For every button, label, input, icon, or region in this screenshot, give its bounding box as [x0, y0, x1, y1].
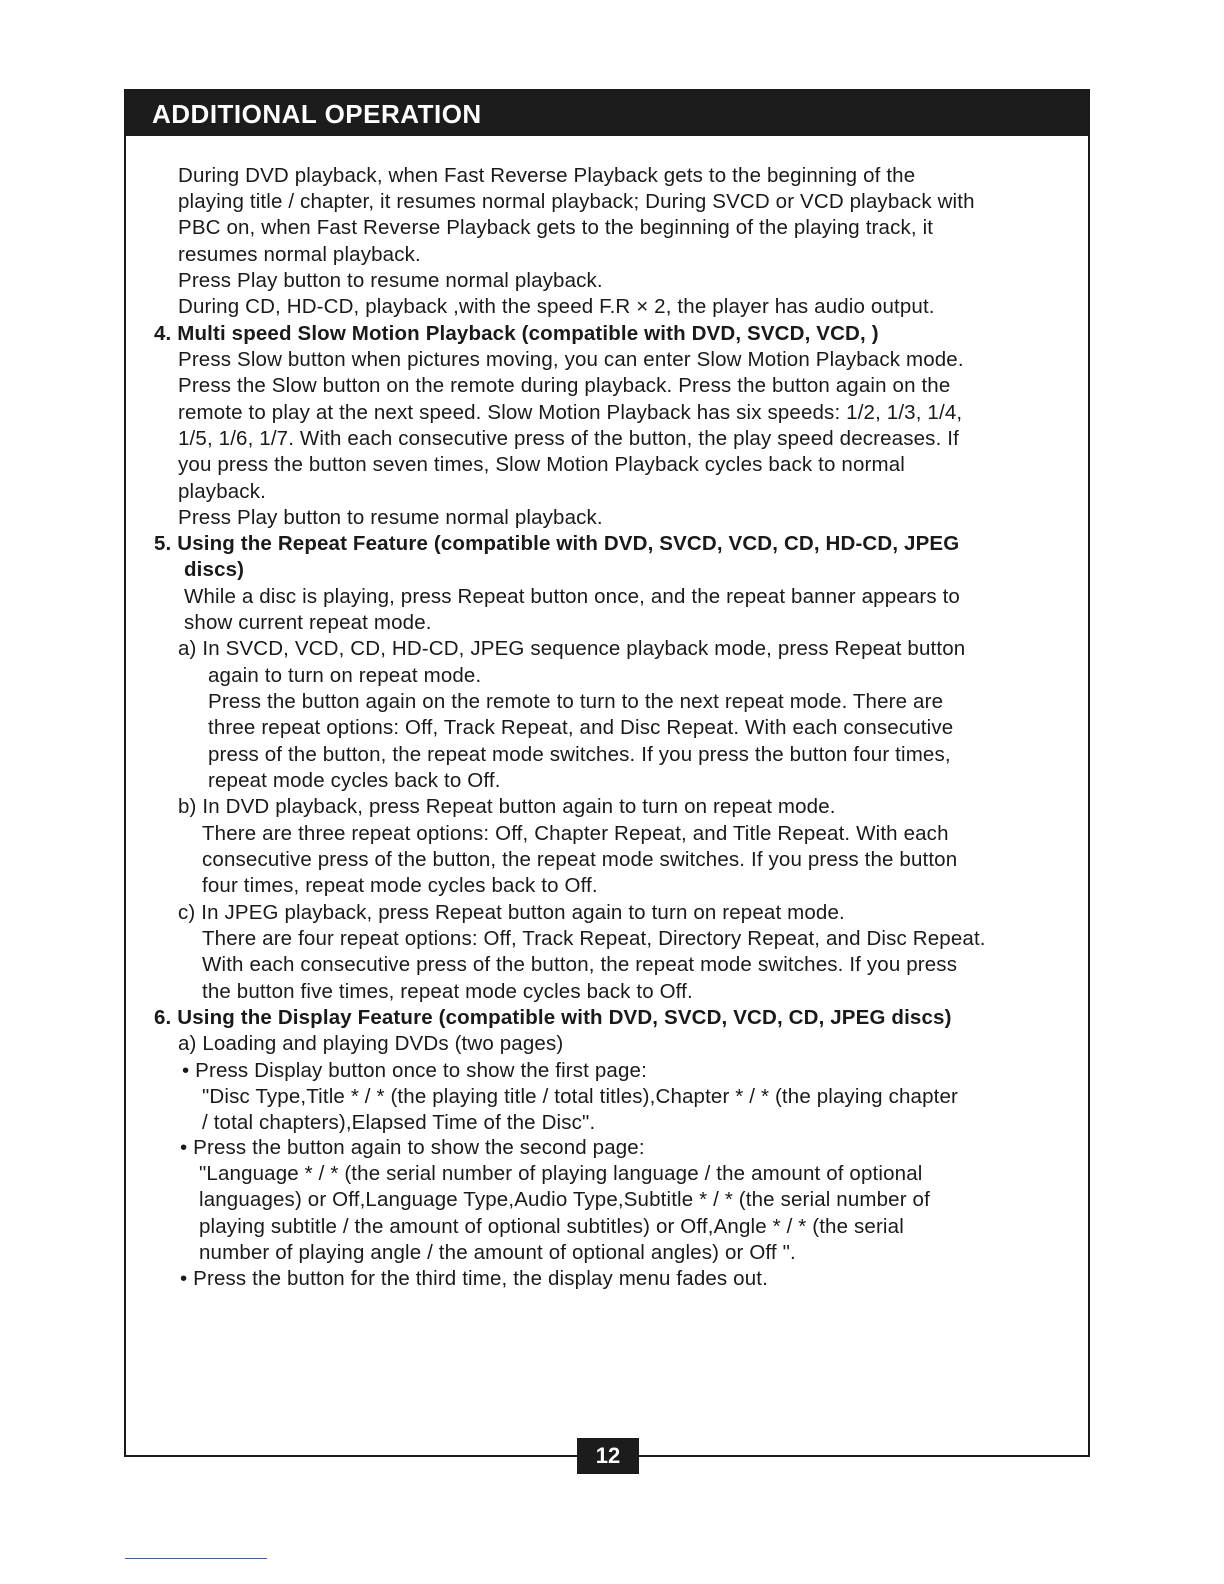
text-line: playing title / chapter, it resumes normal playback; During SVCD or VCD playback with	[178, 190, 975, 213]
text-line: / total chapters),Elapsed Time of the Disc".	[202, 1111, 596, 1134]
bullet-item: • Press the button again to show the second page:	[180, 1136, 645, 1159]
text-line: three repeat options: Off, Track Repeat, and Disc Repeat. With each consecutive	[208, 716, 954, 739]
text-line: languages) or Off,Language Type,Audio Type,Subtitle * / * (the serial number of	[199, 1188, 930, 1211]
text-line: There are three repeat options: Off, Chapter Repeat, and Title Repeat. With each	[202, 822, 949, 845]
text-line: c) In JPEG playback, press Repeat button again to turn on repeat mode.	[178, 901, 845, 924]
text-line: a) Loading and playing DVDs (two pages)	[178, 1032, 564, 1055]
section-header-bar	[126, 91, 1088, 136]
text-line: consecutive press of the button, the repeat mode switches. If you press the button	[202, 848, 958, 871]
text-line: repeat mode cycles back to Off.	[208, 769, 501, 792]
text-line: Press Slow button when pictures moving, you can enter Slow Motion Playback mode.	[178, 348, 964, 371]
text-line: Press the Slow button on the remote during playback. Press the button again on the	[178, 374, 951, 397]
text-line: There are four repeat options: Off, Track Repeat, Directory Repeat, and Disc Repeat.	[202, 927, 986, 950]
text-line: a) In SVCD, VCD, CD, HD-CD, JPEG sequence playback mode, press Repeat button	[178, 637, 966, 660]
footer-rule	[125, 1558, 267, 1559]
page-number: 12	[577, 1438, 639, 1474]
text-line: PBC on, when Fast Reverse Playback gets to the beginning of the playing track, it	[178, 216, 934, 239]
text-line: remote to play at the next speed. Slow Motion Playback has six speeds: 1/2, 1/3, 1/4,	[178, 401, 963, 424]
text-line: 1/5, 1/6, 1/7. With each consecutive press of the button, the play speed decreases. If	[178, 427, 959, 450]
text-line: again to turn on repeat mode.	[208, 664, 482, 687]
text-line: During DVD playback, when Fast Reverse Playback gets to the beginning of the	[178, 164, 916, 187]
text-line: you press the button seven times, Slow Motion Playback cycles back to normal	[178, 453, 905, 476]
text-line: press of the button, the repeat mode switches. If you press the button four times,	[208, 743, 951, 766]
text-line: "Disc Type,Title * / * (the playing title / total titles),Chapter * / * (the playing chapter	[202, 1085, 959, 1108]
text-line: Press Play button to resume normal playback.	[178, 506, 603, 529]
bullet-item: • Press Display button once to show the first page:	[182, 1059, 647, 1082]
section-heading-6: 6. Using the Display Feature (compatible with DVD, SVCD, VCD, CD, JPEG discs)	[154, 1006, 952, 1029]
section-title: ADDITIONAL OPERATION	[152, 99, 482, 129]
text-line: Press Play button to resume normal playback.	[178, 269, 603, 292]
text-line: During CD, HD-CD, playback ,with the speed F.R × 2, the player has audio output.	[178, 295, 935, 318]
text-line: While a disc is playing, press Repeat button once, and the repeat banner appears to	[184, 585, 960, 608]
text-line: show current repeat mode.	[184, 611, 432, 634]
section-heading-5: 5. Using the Repeat Feature (compatible with DVD, SVCD, VCD, CD, HD-CD, JPEG	[154, 532, 960, 555]
text-line: b) In DVD playback, press Repeat button again to turn on repeat mode.	[178, 795, 836, 818]
text-line: With each consecutive press of the button, the repeat mode switches. If you press	[202, 953, 958, 976]
section-heading-5-cont: discs)	[184, 558, 245, 581]
text-line: playback.	[178, 480, 266, 503]
text-line: four times, repeat mode cycles back to Off.	[202, 874, 598, 897]
text-line: the button five times, repeat mode cycles back to Off.	[202, 980, 693, 1003]
text-line: number of playing angle / the amount of optional angles) or Off ".	[199, 1241, 796, 1264]
text-line: playing subtitle / the amount of optional subtitles) or Off,Angle * / * (the serial	[199, 1215, 904, 1238]
text-line: "Language * / * (the serial number of playing language / the amount of optional	[199, 1162, 923, 1185]
text-line: Press the button again on the remote to turn to the next repeat mode. There are	[208, 690, 944, 713]
section-heading-4: 4. Multi speed Slow Motion Playback (compatible with DVD, SVCD, VCD, )	[154, 322, 879, 345]
bullet-item: • Press the button for the third time, the display menu fades out.	[180, 1267, 768, 1290]
text-line: resumes normal playback.	[178, 243, 421, 266]
